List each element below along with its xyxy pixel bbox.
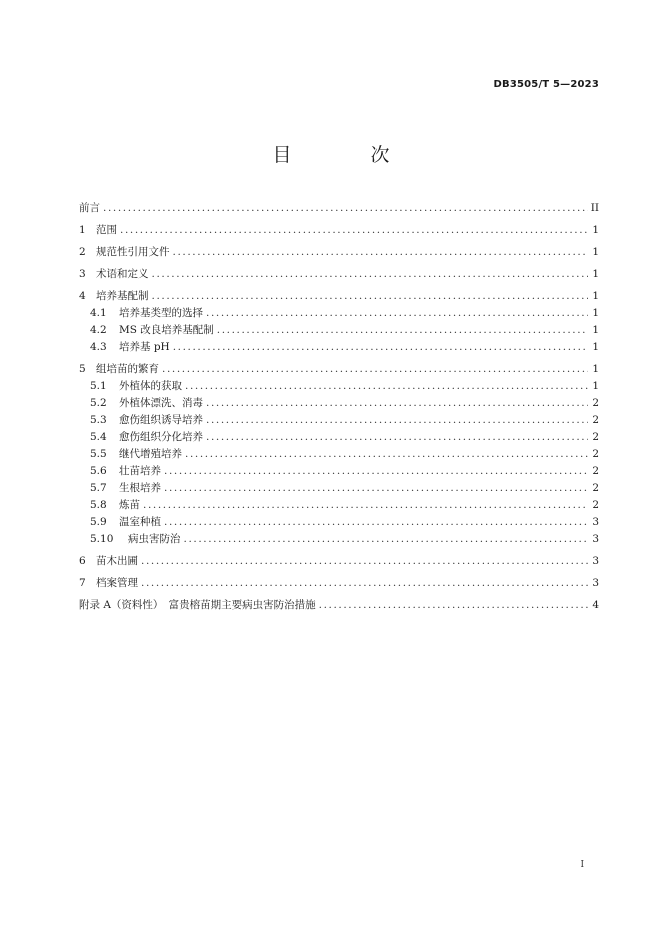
toc-leader-dots	[185, 446, 588, 463]
toc-entry-number: 6	[79, 555, 86, 567]
toc-entry-page: 1	[592, 246, 599, 258]
toc-entry-page: 2	[592, 499, 599, 511]
toc-entry-page: 2	[592, 431, 599, 443]
toc-entry-number: 3	[79, 268, 86, 280]
toc-entry[interactable]	[79, 463, 599, 480]
document-code: DB3505/T 5—2023	[493, 79, 599, 90]
toc-entry-label: 愈伤组织诱导培养	[119, 414, 203, 426]
toc-entry-page: 2	[592, 397, 599, 409]
toc-entry[interactable]	[79, 412, 599, 429]
toc-entry[interactable]	[79, 597, 599, 614]
toc-entry-number: 5.9	[90, 516, 107, 528]
toc-entry-number: 5.6	[90, 465, 107, 477]
toc-entry-label: 壮苗培养	[119, 465, 161, 477]
toc-entry-number: 2	[79, 246, 86, 258]
toc-entry[interactable]	[79, 378, 599, 395]
toc-entry-number: 5.2	[90, 397, 107, 409]
toc-entry-page: 3	[592, 533, 599, 545]
toc-entry-label: MS 改良培养基配制	[119, 324, 214, 336]
toc-leader-dots	[143, 497, 588, 514]
toc-entry[interactable]	[79, 395, 599, 412]
table-of-contents	[79, 200, 599, 614]
toc-entry-number: 5	[79, 363, 86, 375]
toc-entry[interactable]	[79, 361, 599, 378]
toc-entry-label: 愈伤组织分化培养	[119, 431, 203, 443]
toc-entry-label: 术语和定义	[96, 268, 149, 280]
toc-leader-dots	[185, 378, 588, 395]
toc-entry[interactable]	[79, 514, 599, 531]
toc-entry[interactable]	[79, 575, 599, 592]
toc-entry-page: 2	[592, 448, 599, 460]
toc-leader-dots	[206, 412, 588, 429]
toc-leader-dots	[141, 553, 588, 570]
toc-leader-dots	[206, 305, 588, 322]
toc-entry-page: 1	[592, 307, 599, 319]
toc-entry-label: 病虫害防治	[128, 533, 181, 545]
page-number: I	[580, 860, 584, 870]
toc-entry[interactable]	[79, 553, 599, 570]
toc-entry-page: 1	[592, 324, 599, 336]
toc-entry[interactable]	[79, 288, 599, 305]
toc-entry-page: II	[590, 202, 599, 214]
toc-leader-dots	[164, 514, 588, 531]
toc-entry-page: 2	[592, 414, 599, 426]
toc-entry-number: 4.3	[90, 341, 107, 353]
toc-entry-label: 生根培养	[119, 482, 161, 494]
toc-entry[interactable]	[79, 446, 599, 463]
toc-entry-label: 炼苗	[119, 499, 140, 511]
toc-entry-label: 继代增殖培养	[119, 448, 182, 460]
toc-leader-dots	[319, 597, 588, 614]
toc-entry-label: 培养基 pH	[119, 341, 170, 353]
toc-entry[interactable]	[79, 322, 599, 339]
toc-entry[interactable]	[79, 222, 599, 239]
toc-title: 目 次	[272, 144, 420, 166]
toc-entry-label: 苗木出圃	[96, 555, 138, 567]
toc-entry-label: 范围	[96, 224, 117, 236]
toc-entry[interactable]	[79, 429, 599, 446]
toc-leader-dots	[152, 288, 589, 305]
toc-entry-label: 附录 A（资料性） 富贵榕苗期主要病虫害防治措施	[79, 599, 316, 611]
toc-entry-label: 档案管理	[96, 577, 138, 589]
toc-entry[interactable]	[79, 480, 599, 497]
toc-entry-label: 外植体的获取	[119, 380, 182, 392]
toc-entry-number: 5.1	[90, 380, 107, 392]
toc-entry-page: 3	[592, 577, 599, 589]
toc-entry-number: 4.1	[90, 307, 107, 319]
toc-entry-label: 前言	[79, 202, 100, 214]
toc-entry-page: 2	[592, 465, 599, 477]
toc-leader-dots	[173, 339, 588, 356]
toc-entry-number: 5.10	[90, 533, 114, 545]
toc-entry-number: 5.5	[90, 448, 107, 460]
toc-entry-page: 2	[592, 482, 599, 494]
toc-entry-page: 1	[592, 380, 599, 392]
toc-entry-label: 培养基类型的选择	[119, 307, 203, 319]
toc-entry-page: 1	[592, 224, 599, 236]
toc-entry-page: 1	[592, 268, 599, 280]
toc-leader-dots	[120, 222, 588, 239]
toc-leader-dots	[141, 575, 588, 592]
toc-leader-dots	[162, 361, 588, 378]
toc-entry-page: 3	[592, 555, 599, 567]
toc-entry-number: 5.7	[90, 482, 107, 494]
toc-entry-number: 4.2	[90, 324, 107, 336]
toc-entry[interactable]	[79, 266, 599, 283]
toc-entry[interactable]	[79, 497, 599, 514]
toc-entry-label: 组培苗的繁育	[96, 363, 159, 375]
toc-entry[interactable]	[79, 339, 599, 356]
toc-entry-page: 1	[592, 341, 599, 353]
toc-leader-dots	[173, 244, 589, 261]
toc-entry-label: 培养基配制	[96, 290, 149, 302]
toc-entry-label: 外植体漂洗、消毒	[119, 397, 203, 409]
toc-leader-dots	[164, 463, 588, 480]
toc-entry-number: 7	[79, 577, 86, 589]
toc-entry-number: 1	[79, 224, 86, 236]
toc-entry-label: 温室种植	[119, 516, 161, 528]
toc-leader-dots	[152, 266, 589, 283]
toc-entry-number: 4	[79, 290, 86, 302]
toc-entry-number: 5.4	[90, 431, 107, 443]
toc-entry[interactable]	[79, 244, 599, 261]
toc-leader-dots	[164, 480, 588, 497]
toc-entry-label: 规范性引用文件	[96, 246, 170, 258]
toc-entry-page: 3	[592, 516, 599, 528]
toc-leader-dots	[184, 531, 589, 548]
toc-leader-dots	[206, 395, 588, 412]
toc-leader-dots	[217, 322, 588, 339]
toc-entry-number: 5.3	[90, 414, 107, 426]
toc-entry[interactable]	[79, 305, 599, 322]
toc-entry[interactable]	[79, 200, 599, 217]
toc-entry-page: 1	[592, 290, 599, 302]
toc-leader-dots	[206, 429, 588, 446]
toc-entry-number: 5.8	[90, 499, 107, 511]
toc-entry-page: 4	[592, 599, 599, 611]
toc-leader-dots	[103, 200, 588, 217]
toc-entry[interactable]	[79, 531, 599, 548]
toc-entry-page: 1	[592, 363, 599, 375]
